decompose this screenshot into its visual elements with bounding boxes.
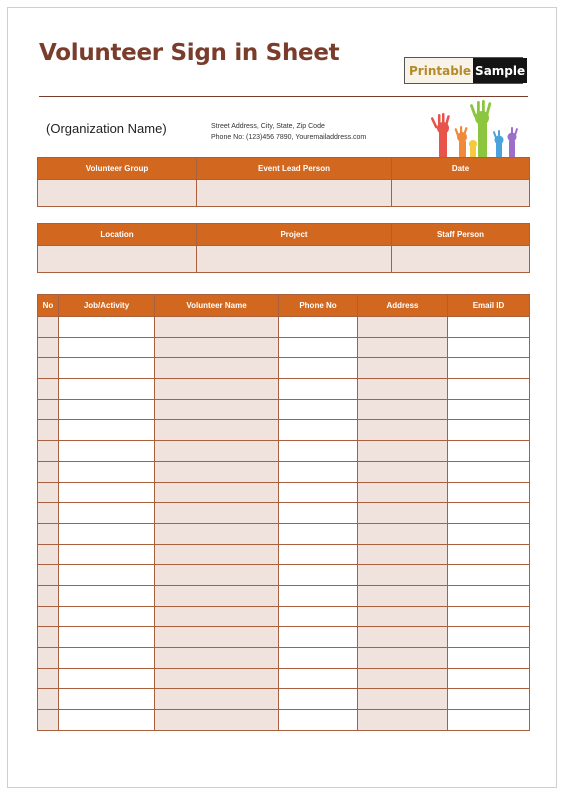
- header-location: Location: [38, 224, 197, 246]
- volunteer-name-cell[interactable]: [155, 710, 279, 731]
- phone-no-cell[interactable]: [279, 710, 358, 731]
- header-job-activity: Job/Activity: [59, 295, 155, 317]
- volunteer-name-cell[interactable]: [155, 317, 279, 338]
- job-activity-cell[interactable]: [59, 503, 155, 524]
- organization-name: (Organization Name): [46, 121, 167, 136]
- phone-no-cell[interactable]: [279, 627, 358, 648]
- project-field[interactable]: [197, 246, 392, 273]
- volunteer-name-cell[interactable]: [155, 606, 279, 627]
- email-id-cell[interactable]: [448, 689, 530, 710]
- no-cell[interactable]: [38, 627, 59, 648]
- logo-text-sample: Sample: [473, 58, 527, 83]
- table-row: [38, 441, 530, 462]
- no-cell[interactable]: [38, 358, 59, 379]
- logo-text-printable: Printable: [405, 58, 473, 83]
- volunteer-name-cell[interactable]: [155, 399, 279, 420]
- signin-table: [37, 294, 530, 731]
- address-cell[interactable]: [358, 337, 448, 358]
- table-row: [38, 668, 530, 689]
- volunteer-name-cell[interactable]: [155, 461, 279, 482]
- job-activity-cell[interactable]: [59, 358, 155, 379]
- table-row: [38, 544, 530, 565]
- address-cell[interactable]: [358, 585, 448, 606]
- email-id-cell[interactable]: [448, 379, 530, 400]
- job-activity-cell[interactable]: [59, 544, 155, 565]
- no-cell[interactable]: [38, 337, 59, 358]
- volunteer-name-cell[interactable]: [155, 379, 279, 400]
- table-row: [38, 358, 530, 379]
- brand-logo: [404, 57, 526, 84]
- job-activity-cell[interactable]: [59, 441, 155, 462]
- phone-no-cell[interactable]: [279, 668, 358, 689]
- table-row: [38, 461, 530, 482]
- job-activity-cell[interactable]: [59, 627, 155, 648]
- phone-no-cell[interactable]: [279, 317, 358, 338]
- header-volunteer-name: Volunteer Name: [155, 295, 279, 317]
- contact-block: [211, 121, 366, 143]
- header-phone-no: Phone No: [279, 295, 358, 317]
- no-cell[interactable]: [38, 565, 59, 586]
- job-activity-cell[interactable]: [59, 317, 155, 338]
- email-id-cell[interactable]: [448, 668, 530, 689]
- phone-no-cell[interactable]: [279, 606, 358, 627]
- no-cell[interactable]: [38, 317, 59, 338]
- job-activity-cell[interactable]: [59, 379, 155, 400]
- email-id-cell[interactable]: [448, 441, 530, 462]
- email-id-cell[interactable]: [448, 482, 530, 503]
- header-staff-person: Staff Person: [392, 224, 530, 246]
- volunteer-name-cell[interactable]: [155, 689, 279, 710]
- volunteer-name-cell[interactable]: [155, 420, 279, 441]
- volunteer-name-cell[interactable]: [155, 441, 279, 462]
- no-cell[interactable]: [38, 503, 59, 524]
- phone-no-cell[interactable]: [279, 648, 358, 669]
- no-cell[interactable]: [38, 668, 59, 689]
- table-row: [38, 337, 530, 358]
- address-cell[interactable]: [358, 627, 448, 648]
- volunteer-name-cell[interactable]: [155, 358, 279, 379]
- table-row: [38, 399, 530, 420]
- job-activity-cell[interactable]: [59, 689, 155, 710]
- table-row: [38, 606, 530, 627]
- phone-no-cell[interactable]: [279, 379, 358, 400]
- address-cell[interactable]: [358, 710, 448, 731]
- address-cell[interactable]: [358, 689, 448, 710]
- address-cell[interactable]: [358, 317, 448, 338]
- event-lead-person-field[interactable]: [197, 180, 392, 207]
- volunteer-name-cell[interactable]: [155, 668, 279, 689]
- address-cell[interactable]: [358, 461, 448, 482]
- no-cell[interactable]: [38, 461, 59, 482]
- address-cell[interactable]: [358, 441, 448, 462]
- no-cell[interactable]: [38, 606, 59, 627]
- phone-no-cell[interactable]: [279, 523, 358, 544]
- email-id-cell[interactable]: [448, 420, 530, 441]
- table-row: [38, 523, 530, 544]
- volunteer-name-cell[interactable]: [155, 503, 279, 524]
- phone-no-cell[interactable]: [279, 565, 358, 586]
- title-divider: [39, 96, 528, 97]
- email-id-cell[interactable]: [448, 544, 530, 565]
- header-address: Address: [358, 295, 448, 317]
- address-cell[interactable]: [358, 482, 448, 503]
- date-field[interactable]: [392, 180, 530, 207]
- email-id-cell[interactable]: [448, 627, 530, 648]
- event-info-table: [37, 157, 530, 207]
- phone-no-cell[interactable]: [279, 482, 358, 503]
- volunteer-name-cell[interactable]: [155, 523, 279, 544]
- volunteer-group-field[interactable]: [38, 180, 197, 207]
- staff-person-field[interactable]: [392, 246, 530, 273]
- phone-no-cell[interactable]: [279, 689, 358, 710]
- volunteer-name-cell[interactable]: [155, 585, 279, 606]
- email-id-cell[interactable]: [448, 606, 530, 627]
- email-id-cell[interactable]: [448, 565, 530, 586]
- table-row: [38, 317, 530, 338]
- table-row: [38, 648, 530, 669]
- page-title: Volunteer Sign in Sheet: [39, 40, 340, 66]
- phone-no-cell[interactable]: [279, 420, 358, 441]
- no-cell[interactable]: [38, 399, 59, 420]
- job-activity-cell[interactable]: [59, 565, 155, 586]
- no-cell[interactable]: [38, 482, 59, 503]
- address-cell[interactable]: [358, 606, 448, 627]
- no-cell[interactable]: [38, 689, 59, 710]
- email-id-cell[interactable]: [448, 585, 530, 606]
- phone-no-cell[interactable]: [279, 399, 358, 420]
- no-cell[interactable]: [38, 379, 59, 400]
- table-row: [38, 379, 530, 400]
- address-cell[interactable]: [358, 503, 448, 524]
- location-info-table: [37, 223, 530, 273]
- phone-line: Phone No: (123)456 7890, Youremailaddress.com: [211, 134, 367, 141]
- table-row: [38, 565, 530, 586]
- header-date: Date: [392, 158, 530, 180]
- job-activity-cell[interactable]: [59, 648, 155, 669]
- header-project: Project: [197, 224, 392, 246]
- volunteer-name-cell[interactable]: [155, 482, 279, 503]
- table-row: [38, 482, 530, 503]
- address-cell[interactable]: [358, 399, 448, 420]
- volunteer-name-cell[interactable]: [155, 565, 279, 586]
- no-cell[interactable]: [38, 710, 59, 731]
- phone-no-cell[interactable]: [279, 337, 358, 358]
- no-cell[interactable]: [38, 648, 59, 669]
- location-field[interactable]: [38, 246, 197, 273]
- table-row: [38, 503, 530, 524]
- address-cell[interactable]: [358, 420, 448, 441]
- header-email-id: Email ID: [448, 295, 530, 317]
- volunteer-name-cell[interactable]: [155, 648, 279, 669]
- email-id-cell[interactable]: [448, 503, 530, 524]
- phone-no-cell[interactable]: [279, 585, 358, 606]
- job-activity-cell[interactable]: [59, 399, 155, 420]
- phone-no-cell[interactable]: [279, 441, 358, 462]
- address-cell[interactable]: [358, 358, 448, 379]
- no-cell[interactable]: [38, 441, 59, 462]
- email-id-cell[interactable]: [448, 337, 530, 358]
- signin-table-body: [38, 317, 530, 731]
- address-cell[interactable]: [358, 565, 448, 586]
- address-line: Street Address, City, State, Zip Code: [211, 123, 325, 130]
- email-id-cell[interactable]: [448, 399, 530, 420]
- no-cell[interactable]: [38, 544, 59, 565]
- header-no: No: [38, 295, 59, 317]
- table-row: [38, 710, 530, 731]
- volunteer-name-cell[interactable]: [155, 337, 279, 358]
- volunteer-name-cell[interactable]: [155, 627, 279, 648]
- job-activity-cell[interactable]: [59, 337, 155, 358]
- no-cell[interactable]: [38, 585, 59, 606]
- job-activity-cell[interactable]: [59, 461, 155, 482]
- job-activity-cell[interactable]: [59, 710, 155, 731]
- address-cell[interactable]: [358, 523, 448, 544]
- email-id-cell[interactable]: [448, 523, 530, 544]
- address-cell[interactable]: [358, 379, 448, 400]
- phone-no-cell[interactable]: [279, 461, 358, 482]
- table-row: [38, 689, 530, 710]
- volunteer-name-cell[interactable]: [155, 544, 279, 565]
- email-id-cell[interactable]: [448, 648, 530, 669]
- address-cell[interactable]: [358, 648, 448, 669]
- table-row: [38, 585, 530, 606]
- table-row: [38, 627, 530, 648]
- email-id-cell[interactable]: [448, 317, 530, 338]
- phone-no-cell[interactable]: [279, 358, 358, 379]
- no-cell[interactable]: [38, 523, 59, 544]
- job-activity-cell[interactable]: [59, 482, 155, 503]
- job-activity-cell[interactable]: [59, 668, 155, 689]
- no-cell[interactable]: [38, 420, 59, 441]
- email-id-cell[interactable]: [448, 358, 530, 379]
- job-activity-cell[interactable]: [59, 420, 155, 441]
- email-id-cell[interactable]: [448, 710, 530, 731]
- table-row: [38, 420, 530, 441]
- job-activity-cell[interactable]: [59, 523, 155, 544]
- address-cell[interactable]: [358, 668, 448, 689]
- phone-no-cell[interactable]: [279, 503, 358, 524]
- job-activity-cell[interactable]: [59, 606, 155, 627]
- job-activity-cell[interactable]: [59, 585, 155, 606]
- raised-hands-icon: [428, 100, 524, 158]
- email-id-cell[interactable]: [448, 461, 530, 482]
- phone-no-cell[interactable]: [279, 544, 358, 565]
- address-cell[interactable]: [358, 544, 448, 565]
- header-volunteer-group: Volunteer Group: [38, 158, 197, 180]
- header-event-lead-person: Event Lead Person: [197, 158, 392, 180]
